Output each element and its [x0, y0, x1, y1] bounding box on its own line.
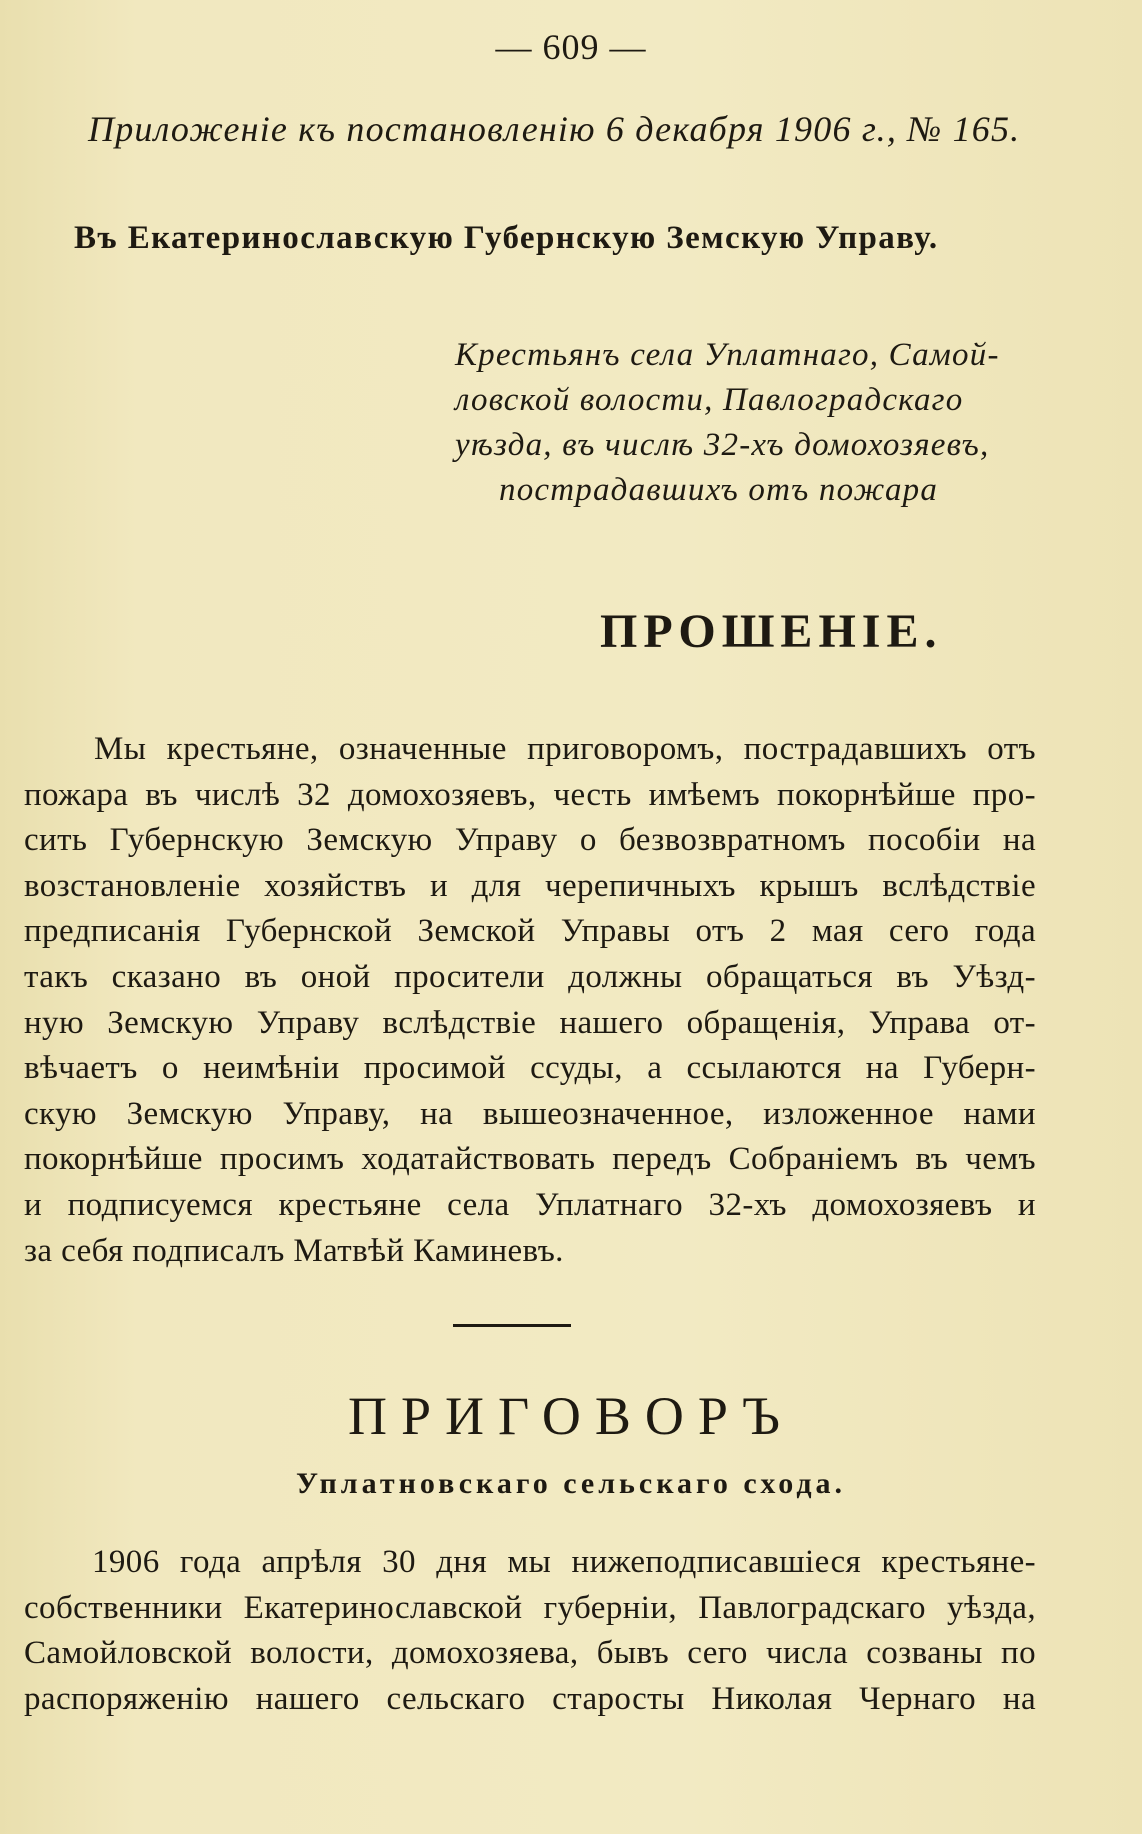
petition-line: и подписуемся крестьяне села Уплатнаго 32-хъ домохозяевъ и	[24, 1186, 1036, 1223]
verdict-line: распоряженію нашего сельскаго старосты Николая Чернаго на	[24, 1680, 1036, 1717]
verdict-line: собственники Екатеринославской губерніи, Павлоградскаго уѣзда,	[24, 1589, 1036, 1626]
petition-heading: ПРОШЕНІЕ.	[600, 605, 943, 658]
petition-line: сить Губернскую Земскую Управу о безвозвратномъ пособіи на	[24, 822, 1036, 859]
petitioners-line: уѣзда, въ числѣ 32-хъ домохозяевъ,	[455, 427, 990, 463]
petitioners-line: пострадавшихъ отъ пожара	[499, 472, 939, 508]
petition-line: покорнѣйше просимъ ходатайствовать передъ Собраніемъ въ чемъ	[24, 1141, 1036, 1178]
verdict-body	[24, 1540, 1036, 1722]
petition-line: ную Земскую Управу вслѣдствіе нашего обращенія, Управа от-	[24, 1004, 1036, 1041]
petition-line: такъ сказано въ оной просители должны обращаться въ Уѣзд-	[24, 958, 1036, 995]
petition-line: вѣчаетъ о неимѣніи просимой ссуды, а ссылаются на Губерн-	[24, 1050, 1036, 1087]
verdict-heading: ПРИГОВОРЪ	[347, 1386, 795, 1446]
petition-line: возстановленіе хозяйствъ и для черепичныхъ крышъ вслѣдствіе	[24, 867, 1036, 904]
petition-line: скую Земскую Управу, на вышеозначенное, изложенное нами	[24, 1095, 1036, 1132]
verdict-subheading: Уплатновскаго сельскаго схода.	[295, 1467, 847, 1500]
section-divider	[453, 1324, 571, 1327]
petitioners-line: ловской волости, Павлоградскаго	[455, 382, 964, 418]
verdict-line: 1906 года апрѣля 30 дня мы нижеподписавшіеся крестьяне-	[92, 1544, 1036, 1580]
verdict-line: Самойловской волости, домохозяева, бывъ сего числа созваны по	[24, 1635, 1036, 1672]
page-number: — 609 —	[495, 27, 647, 67]
petition-body	[24, 727, 1036, 1274]
appendix-line: Приложеніе къ постановленію 6 декабря 1906 г., № 165.	[88, 109, 1021, 149]
petitioners-block	[455, 333, 1040, 513]
addressee-line: Въ Екатеринославскую Губернскую Земскую Управу.	[74, 220, 939, 256]
petition-line: пожара въ числѣ 32 домохозяевъ, честь имѣемъ покорнѣйше про-	[24, 776, 1036, 813]
petitioners-line: Крестьянъ села Уплатнаго, Самой-	[455, 337, 1000, 373]
petition-line: Мы крестьяне, означенные приговоромъ, пострадавшихъ отъ	[94, 731, 1036, 767]
petition-line: предписанія Губернской Земской Управы отъ 2 мая сего года	[24, 913, 1036, 950]
petition-line: за себя подписалъ Матвѣй Каминевъ.	[24, 1232, 564, 1269]
